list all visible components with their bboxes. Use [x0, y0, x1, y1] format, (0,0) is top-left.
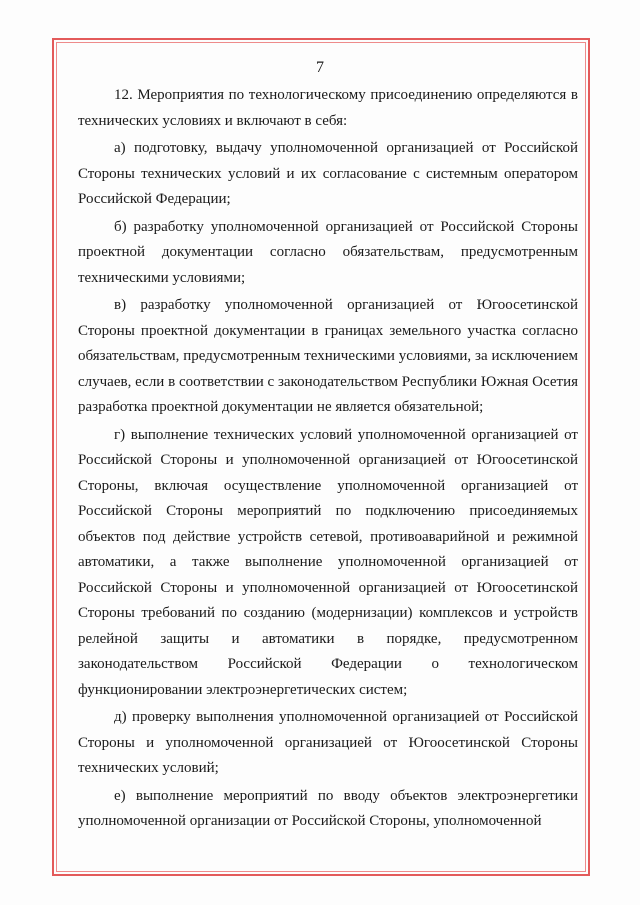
- paragraph-item-g: г) выполнение технических условий уполномоченной организацией от Российской Стороны и уполномоченной организацией от Югоосетинской Стороны, включая осуществление уполномоченной организацией от Российской Стороны мероприятий по подключению присоединяемых объектов под действие устройств сетевой, противоаварийной и режимной автоматики, а также выполнение уполномоченной организацией от Российской Стороны и уполномоченной организацией от Югоосетинской Стороны требований по созданию (модернизации) комплексов и устройств релейной защиты и автоматики в порядке, предусмотренном законодательством Российской Федерации о технологическом функционировании электроэнергетических систем;: [78, 426, 578, 698]
- paragraph-12-intro: 12. Мероприятия по технологическому присоединению определяются в технических условиях и включают в себя:: [78, 87, 578, 129]
- paragraph-item-d: д) проверку выполнения уполномоченной организацией от Российской Стороны и уполномоченной организацией от Югоосетинской Стороны технических условий;: [78, 709, 578, 776]
- paragraph-item-b: б) разработку уполномоченной организацией от Российской Стороны проектной документации согласно обязательствам, предусмотренным техническими условиями;: [78, 218, 578, 286]
- paragraph-item-v: в) разработку уполномоченной организацией от Югоосетинской Стороны проектной документации в границах земельного участка согласно обязательствам, предусмотренным техническими условиями, за исключением случаев, если в соответствии с законодательством Республики Южная Осетия разработка проектной документации не является обязательной;: [78, 297, 578, 415]
- paragraph-item-a: а) подготовку, выдачу уполномоченной организацией от Российской Стороны технических условий и их согласование с системным оператором Российской Федерации;: [78, 140, 578, 207]
- paragraph-item-e: е) выполнение мероприятий по вводу объектов электроэнергетики уполномоченной организации от Российской Стороны, уполномоченной: [78, 787, 578, 829]
- page-number: 7: [316, 59, 324, 76]
- document-body: [78, 83, 578, 837]
